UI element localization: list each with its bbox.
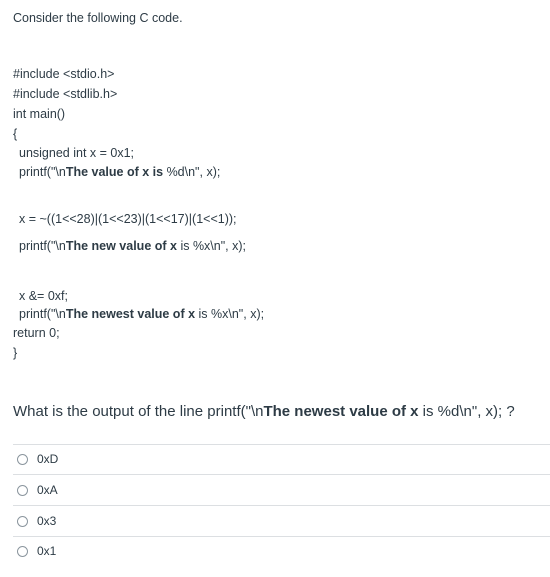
printf-bold-text: The value of x is bbox=[65, 165, 164, 179]
code-include-stdio: #include <stdio.h> bbox=[13, 67, 115, 81]
option-divider bbox=[13, 505, 550, 506]
code-declaration: unsigned int x = 0x1; bbox=[19, 146, 135, 160]
question-text bbox=[13, 403, 515, 420]
code-close-brace: } bbox=[13, 346, 18, 360]
option-divider bbox=[13, 444, 550, 445]
code-printf-newest-value bbox=[19, 306, 264, 322]
question-bold-text: The newest value of x bbox=[263, 403, 419, 420]
option-0x1[interactable] bbox=[17, 542, 56, 560]
code-shift-expression: x = ~((1<<28)|(1<<23)|(1<<17)|(1<<1)); bbox=[19, 212, 237, 226]
radio-button[interactable] bbox=[17, 454, 28, 465]
option-0x3[interactable] bbox=[17, 512, 56, 530]
option-0xd[interactable] bbox=[17, 450, 58, 468]
question-prefix: What is the output of the line printf("\n bbox=[13, 403, 264, 420]
option-divider bbox=[13, 536, 550, 537]
radio-button[interactable] bbox=[17, 516, 28, 527]
option-divider bbox=[13, 474, 550, 475]
code-printf-value bbox=[19, 164, 220, 180]
code-mask-expression: x &= 0xf; bbox=[19, 289, 68, 303]
printf-bold-text: The newest value of x bbox=[65, 307, 196, 321]
option-0xa[interactable] bbox=[17, 481, 58, 499]
question-suffix: is %d\n", x); ? bbox=[418, 403, 515, 420]
printf-suffix: is %x\n", x); bbox=[176, 239, 246, 253]
code-return: return 0; bbox=[13, 326, 60, 340]
code-main-signature: int main() bbox=[13, 107, 66, 121]
option-label: 0xD bbox=[37, 452, 59, 466]
option-label: 0x3 bbox=[37, 514, 57, 528]
code-include-stdlib: #include <stdlib.h> bbox=[13, 87, 118, 101]
code-printf-new-value bbox=[19, 238, 246, 254]
intro-text: Consider the following C code. bbox=[13, 11, 183, 25]
printf-prefix: printf("\n bbox=[19, 165, 66, 179]
printf-prefix: printf("\n bbox=[19, 307, 66, 321]
code-open-brace: { bbox=[13, 127, 18, 141]
printf-suffix: is %x\n", x); bbox=[195, 307, 265, 321]
option-label: 0xA bbox=[37, 483, 58, 497]
option-label: 0x1 bbox=[37, 544, 57, 558]
printf-prefix: printf("\n bbox=[19, 239, 66, 253]
radio-button[interactable] bbox=[17, 485, 28, 496]
printf-suffix: %d\n", x); bbox=[163, 165, 221, 179]
radio-button[interactable] bbox=[17, 546, 28, 557]
printf-bold-text: The new value of x bbox=[65, 239, 177, 253]
